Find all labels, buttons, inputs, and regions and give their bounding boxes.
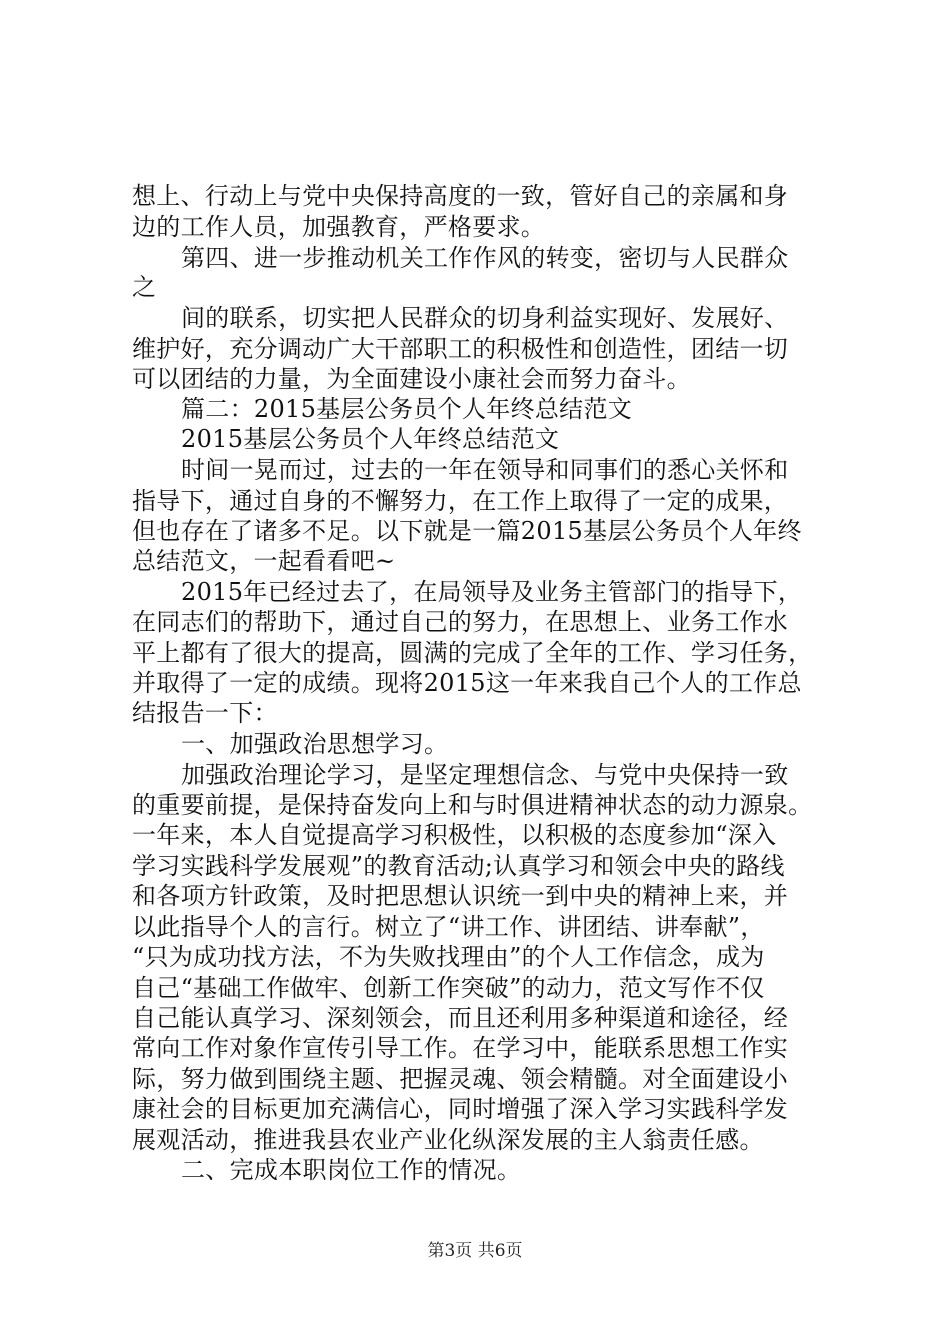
text-line: 并取得了一定的成绩。现将2015这一年来我自己个人的工作总 — [132, 669, 802, 697]
article-title: 2015基层公务员个人年终总结范文 — [181, 425, 560, 453]
text-line: 和各项方针政策，及时把思想认识统一到中央的精神上来，并 — [132, 882, 789, 910]
text-line: 自己“基础工作做牢、创新工作突破”的动力，范文写作不仅 — [132, 974, 765, 1002]
section-heading: 二、完成本职岗位工作的情况。 — [181, 1156, 522, 1184]
text-line: 康社会的目标更加充满信心，同时增强了深入学习实践科学发 — [132, 1095, 789, 1123]
text-line: 想上、行动上与党中央保持高度的一致，管好自己的亲属和身 — [132, 182, 789, 210]
text-line: 结报告一下： — [132, 699, 278, 727]
text-line: 加强政治理论学习，是坚定理想信念、与党中央保持一致 — [181, 761, 789, 789]
text-line: 可以团结的力量，为全面建设小康社会而努力奋斗。 — [132, 365, 691, 393]
section-heading: 一、加强政治思想学习。 — [181, 730, 449, 758]
text-line: 第四、进一步推动机关工作作风的转变，密切与人民群众 — [181, 244, 789, 272]
text-line: 维护好，充分调动广大干部职工的积极性和创造性，团结一切 — [132, 335, 789, 363]
text-line: 一年来，本人自觉提高学习积极性，以积极的态度参加“深入 — [132, 821, 777, 849]
text-line: 2015年已经过去了，在局领导及业务主管部门的指导下， — [181, 578, 803, 606]
text-line: 以此指导个人的言行。树立了“讲工作、讲团结、讲奉献”， — [132, 913, 765, 941]
text-line: 指导下，通过自身的不懈努力，在工作上取得了一定的成果， — [132, 487, 789, 515]
text-line: 展观活动，推进我县农业产业化纵深发展的主人翁责任感。 — [132, 1126, 764, 1154]
text-line: 但也存在了诸多不足。以下就是一篇2015基层公务员个人年终 — [132, 517, 802, 545]
section-heading: 篇二：2015基层公务员个人年终总结范文 — [181, 395, 633, 423]
text-line: 的重要前提，是保持奋发向上和与时俱进精神状态的动力源泉。 — [132, 791, 813, 819]
text-line: 学习实践科学发展观”的教育活动;认真学习和领会中央的路线 — [132, 852, 785, 880]
text-line: “只为成功找方法，不为失败找理由”的个人工作信念，成为 — [132, 943, 765, 971]
page-number-footer: 第3页 共6页 — [427, 1241, 523, 1261]
text-line: 自己能认真学习、深刻领会，而且还利用多种渠道和途径，经 — [132, 1004, 789, 1032]
text-line: 总结范文，一起看看吧~ — [132, 547, 396, 575]
text-line: 时间一晃而过，过去的一年在领导和同事们的悉心关怀和 — [181, 456, 789, 484]
text-line: 平上都有了很大的提高，圆满的完成了全年的工作、学习任务， — [132, 639, 813, 667]
text-line: 际，努力做到围绕主题、把握灵魂、领会精髓。对全面建设小 — [132, 1065, 789, 1093]
text-line: 常向工作对象作宣传引导工作。在学习中，能联系思想工作实 — [132, 1034, 789, 1062]
text-line: 边的工作人员，加强教育，严格要求。 — [132, 213, 546, 241]
text-line: 之 — [132, 273, 157, 301]
text-line: 间的联系，切实把人民群众的切身利益实现好、发展好、 — [181, 304, 789, 332]
text-line: 在同志们的帮助下，通过自己的努力，在思想上、业务工作水 — [132, 608, 789, 636]
